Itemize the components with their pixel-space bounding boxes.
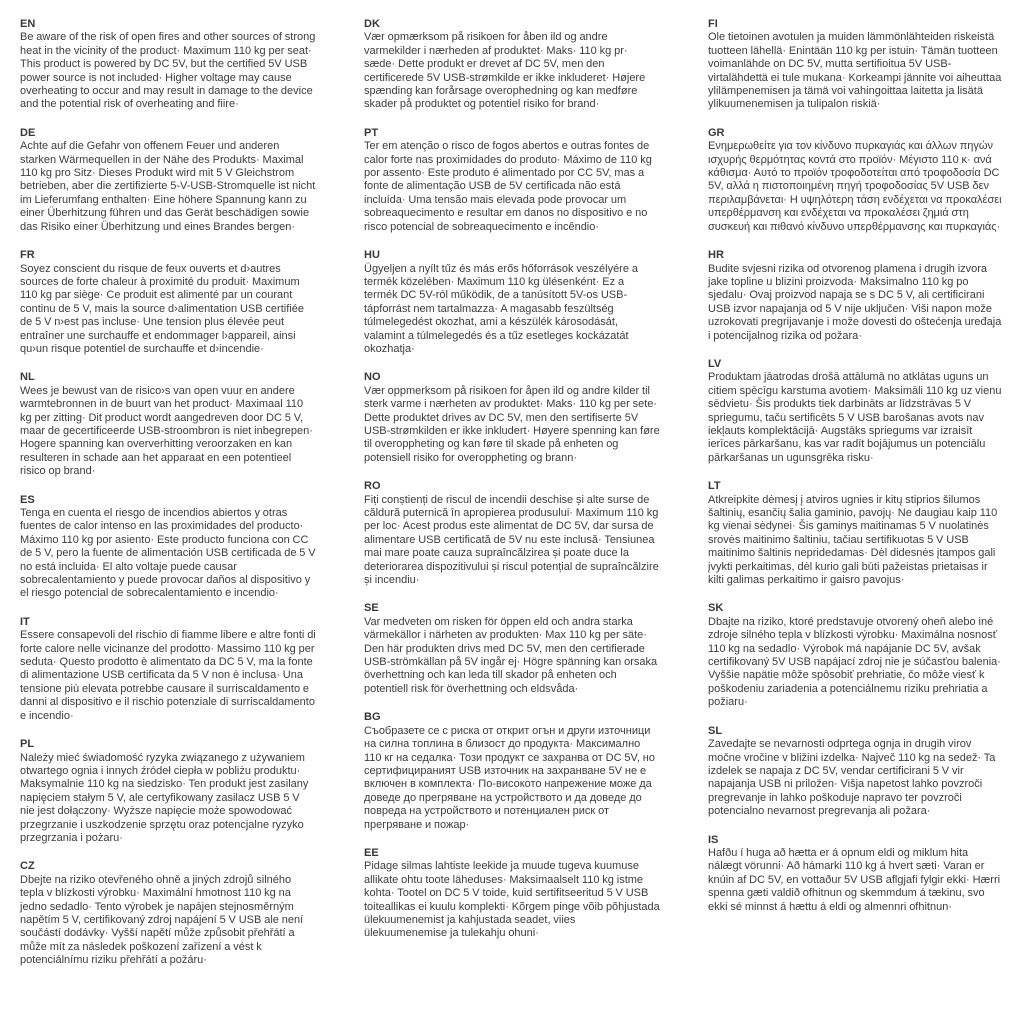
language-section-cz [20,860,316,967]
language-code-heading: FR [20,249,35,262]
language-section-se [364,602,660,696]
warning-text: Hafðu í huga að hætta er á opnum eldi og miklum hita nálægt vörunni· Að hámarki 110 kg á hvert sæti· Varan er knúin af DC 5V, en vottaður 5V USB aflgjafi fylgir ekki· Hærri spenna gæti valdið ofhitnun og skemmdum á tækinu, svo ekki sé minnst á hættu á eldi og almennri ofhitnun· [708,846,1001,913]
language-code-heading: NL [20,371,35,384]
warning-text: Dbajte na riziko, ktoré predstavuje otvorený oheň alebo iné zdroje silného tepla v blízkosti výrobku· Maximálna nosnosť 110 kg na sedadlo· Výrobok má napájanie DC 5V, avšak certifikovaný 5V USB napájací zdroj nie je súčasťou balenia· Vyššie napätie môže spôsobiť prehriatie, čo môže viesť k poškodeniu zariadenia a potenciálnemu riziku prehriatia a požiaru· [708,615,1001,709]
language-section-sk [708,602,1004,709]
language-section-sl [708,725,1004,819]
language-section-pt [364,127,660,234]
language-section-pl [20,738,316,845]
language-section-es [20,494,316,601]
language-code-heading: SL [708,724,723,737]
language-section-is [708,834,1004,914]
warning-text: Fiți conștienți de riscul de incendii deschise și alte surse de căldură puternică în apropierea produsului· Maximum 110 kg per loc· Acest produs este alimentat de DC 5V, dar sursa de alimentare USB certificată de 5V nu este inclusă· Tensiunea mai mare poate cauza supraîncălzirea și poate duce la deteriorarea dispozitivului și riscul potențial de supraîncălzire și incendiu· [364,493,659,587]
warning-text: Ügyeljen a nyílt tűz és más erős hőforrások veszélyére a termék közelében· Maximum 110 kg ülésenként· Ez a termék DC 5V-ról működik, de a tanúsított 5V-os USB-tápforrást nem tartalmazza· A magasabb feszültség túlmelegedést okozhat, ami a készülék károsodását, valamint a túlmelegedés és a tűz esetleges kockázatát okozhatja· [364,262,638,355]
language-section-bg [364,711,660,832]
warning-text: Atkreipkite dėmesį į atviros ugnies ir kitų stiprios šilumos šaltinių, esančių šalia gaminio, pavojų· Ne daugiau kaip 110 kg vienai sėdynei· Šis gaminys maitinamas 5 V nuolatinės srovės maitinimo šaltiniu, tačiau sertifikuotas 5 V USB maitinimo šaltinis nepridedamas· Dėl didesnės įtampos gali įvykti perkaitimas, dėl kurio gali būti pažeistas prietaisas ir kilti galimas perkaitimo ir gaisro pavojus· [708,493,998,587]
language-code-heading: PT [364,126,379,139]
language-code-heading: ES [20,493,35,506]
column-right [708,18,1004,929]
language-section-hr [708,249,1004,343]
language-code-heading: BG [364,711,381,724]
language-section-gr [708,127,1004,234]
language-section-it [20,616,316,723]
language-code-heading: IS [708,833,719,846]
language-section-ro [364,480,660,587]
language-code-heading: DK [364,18,380,30]
warning-text: Съобразете се с риска от открит огън и други източници на силна топлина в близост до продукта· Максимално 110 кг на седалка· Този продукт се захранва от DC 5V, но сертифицираният USB източник на захранване 5V не е включен в комплекта· По-високото напрежение може да доведе до прегряване на устройството и да доведе до повреда на устройството и потенциален риск от прегряване и пожар· [364,724,655,831]
language-code-heading: NO [364,371,381,384]
language-section-lt [708,480,1004,587]
warning-text: Pidage silmas lahtiste leekide ja muude tugeva kuumuse allikate ohtu toote läheduses· Maksimaalselt 110 kg istme kohta· Tootel on DC 5 V toide, kuid sertifitseeritud 5 V USB toiteallikas ei kuulu komplekti· Kõrgem pinge võib põhjustada ülekuumenemist ja kahjustada seadet, viies ülekuumenemise ja tulekahju ohuni· [364,860,660,940]
warning-text: Zavedajte se nevarnosti odprtega ognja in drugih virov močne vročine v bližini izdelka· Največ 110 kg na sedež· Ta izdelek se napaja z DC 5V, vendar certificirani 5 V vir napajanja USB ni priložen· Višja napetost lahko povzroči pregrevanje in lahko poškoduje napravo ter povzroči potencialno nevarnost pregrevanja ali požara· [708,738,996,818]
column-left [20,18,316,983]
warning-text: Ole tietoinen avotulen ja muiden lämmönlähteiden riskeistä tuotteen lähellä· Enintään 110 kg per istuin· Tämän tuotteen voimanlähde on DC 5V, mutta sertifioitua 5V USB-virtalähdettä ei tule mukana· Korkeampi jännite voi aiheuttaa ylilämpenemisen ja tämä voi vahingoittaa laitetta ja lisätä ylikuumenemisen ja tulipalon riskiä· [708,31,1002,111]
language-code-heading: GR [708,126,725,139]
language-section-en [20,18,316,112]
language-code-heading: SE [364,602,379,615]
warning-text: Vær opmærksom på risikoen for åben ild og andre varmekilder i nærheden af produktet· Maks· 110 kg pr· sæde· Dette produkt er drevet af DC 5V, men den certificerede 5V USB-strømkilde er ikke inkluderet· Højere spænding kan forårsage overophedning og kan medføre skader på produktet og potentiel risiko for brand· [364,31,646,111]
language-section-fi [708,18,1004,112]
warning-text: Achte auf die Gefahr von offenem Feuer und anderen starken Wärmequellen in der Nähe des Produkts· Maximal 110 kg pro Sitz· Dieses Produkt wird mit 5 V Gleichstrom betrieben, aber die zertifizierte 5-V-USB-Stromquelle ist nicht im Lieferumfang enthalten· Eine höhere Spannung kann zu einer Überhitzung führen und das Gerät beschädigen sowie das Risiko einer Überhitzung und eines Brandes bergen· [20,140,316,233]
language-code-heading: EE [364,846,379,859]
language-code-heading: HU [364,249,380,262]
language-section-de [20,127,316,234]
warning-text: Vær oppmerksom på risikoen for åpen ild og andre kilder til sterk varme i nærheten av produktet· Maks· 110 kg per sete· Dette produktet drives av DC 5V, men den sertifiserte 5V USB-strømkilden er ikke inkludert· Høyere spenning kan føre til overoppheting og kan føre til skade på enheten og potensiell risiko for overoppheting og brann· [364,384,660,464]
language-section-lv [708,358,1004,465]
warning-text: Ter em atenção o risco de fogos abertos e outras fontes de calor forte nas proximidades do produto· Máximo de 110 kg por assento· Este produto é alimentado por CC 5V, mas a fonte de alimentação USB de 5V certificada não está incluída· Uma tensão mais elevada pode provocar um sobreaquecimento e resultar em danos no dispositivo e no risco potencial de sobreaquecimento e incêndio· [364,140,652,233]
language-code-heading: LV [708,357,722,370]
warning-text: Wees je bewust van de risico›s van open vuur en andere warmtebronnen in de buurt van het product· Maximaal 110 kg per zitting· Dit product wordt aangedreven door DC 5 V, maar de gecertificeerde USB-stroombron is niet inbegrepen· Hogere spanning kan oververhitting veroorzaken en kan resulteren in schade aan het apparaat en een potentieel risico op brand· [20,384,313,478]
language-code-heading: LT [708,480,721,493]
warning-text: Soyez conscient du risque de feux ouverts et d›autres sources de forte chaleur à proximité du produit· Maximum 110 kg par siège· Ce produit est alimenté par un courant continu de 5 V, mais la source d›alimentation USB certifiée de 5 V n›est pas incluse· Une tension plus élevée peut entraîner une surchauffe et endommager l›appareil, ainsi qu›un risque potentiel de surchauffe et d›incendie· [20,262,304,355]
warning-text: Dbejte na riziko otevřeného ohně a jiných zdrojů silného tepla v blízkosti výrobku· Maximální hmotnost 110 kg na jedno sedadlo· Tento výrobek je napájen stejnosměrným napětím 5 V, certifikovaný zdroj napájení 5 V USB ale není součástí dodávky· Vyšší napětí může způsobit přehřátí a může mít za následek poškození zařízení a vést k potenciálnímu riziku přehřátí a požáru· [20,873,304,967]
warning-text: Be aware of the risk of open fires and other sources of strong heat in the vicinity of the product· Maximum 110 kg per seat· This product is powered by DC 5V, but the certified 5V USB power source is not included· Higher voltage may cause overheating to occur and may result in damage to the device and the potential risk of overheating and fiire· [20,31,316,111]
warning-text: Tenga en cuenta el riesgo de incendios abiertos y otras fuentes de calor intenso en las proximidades del producto· Máximo 110 kg por asiento· Este producto funciona con CC de 5 V, pero la fuente de alimentación USB certificada de 5 V no está incluida· El alto voltaje puede causar sobrecalentamiento y puede provocar daños al dispositivo y el riesgo potencial de sobrecalentamiento e incendio· [20,507,316,600]
warning-text: Należy mieć świadomość ryzyka związanego z używaniem otwartego ognia i innych źródeł ciepła w pobliżu produktu· Maksymalnie 110 kg na siedzisko· Ten produkt jest zasilany napięciem stałym 5 V, ale certyfikowany zasilacz USB 5 V nie jest dołączony· Wyższe napięcie może spowodować przegrzanie i uszkodzenie sprzętu oraz potencjalne ryzyko przegrzania i pożaru· [20,751,309,844]
language-section-no [364,371,660,465]
language-code-heading: IT [20,615,30,628]
language-code-heading: RO [364,480,381,493]
column-middle [364,18,660,956]
warning-text: Var medveten om risken för öppen eld och andra starka värmekällor i närheten av produkten· Max 110 kg per säte· Den här produkten drivs med DC 5V, men den certifierade USB-strömkällan på 5V ingår ej· Högre spänning kan orsaka överhettning och kan leda till skador på enheten och potentiell risk för överhettning och eldsvåda· [364,615,658,695]
language-section-hu [364,249,660,356]
language-code-heading: FI [708,18,718,30]
language-section-nl [20,371,316,478]
language-code-heading: PL [20,738,35,751]
language-code-heading: HR [708,249,724,262]
warning-text: Essere consapevoli del rischio di fiamme libere e altre fonti di forte calore nelle vicinanze del prodotto· Massimo 110 kg per seduta· Questo prodotto è alimentato da DC 5 V, ma la fonte di alimentazione USB certificata da 5 V non è inclusa· Una tensione più elevata potrebbe causare il surriscaldamento e danni al dispositivo e il rischio potenziale di surriscaldamento e incendio· [20,629,316,722]
language-section-dk [364,18,660,112]
language-code-heading: CZ [20,860,35,873]
language-code-heading: SK [708,602,724,615]
warning-text: Produktam jāatrodas drošā attālumā no atklātas uguns un citiem spēcīgu karstuma avotiem· Maksimāli 110 kg uz vienu sēdvietu· Šis produkts tiek darbināts ar līdzstrāvas 5 V spriegumu, taču sertificēts 5 V USB barošanas avots nav iekļauts komplektācijā· Augstāks spriegums var izraisīt ierīces pārkaršanu, kas var radīt bojājumus un potenciālu pārkaršanas un ugunsgrēka risku· [708,371,1002,464]
language-code-heading: EN [20,18,36,30]
warning-text: Ενημερωθείτε για τον κίνδυνο πυρκαγιάς και άλλων πηγών ισχυρής θερμότητας κοντά στο προϊόν· Μέγιστο 110 κ· ανά κάθισμα· Αυτό το προϊόν τροφοδοτείται από τροφοδοσία DC 5V, αλλά η πιστοποιημένη πηγή τροφοδοσίας 5V USB δεν περιλαμβάνεται· Η υψηλότερη τάση ενδέχεται να προκαλέσει υπερθέρμανση και ενδέχεται να προκαλέσει ζημιά στη συσκευή και πιθανό κίνδυνο υπερθέρμανσης και πυρκαγιάς· [708,140,1002,233]
language-section-fr [20,249,316,356]
language-code-heading: DE [20,126,36,139]
warning-text: Budite svjesni rizika od otvorenog plamena i drugih izvora jake topline u blizini proizvoda· Maksimalno 110 kg po sjedalu· Ovaj proizvod napaja se s DC 5 V, ali certificirani USB izvor napajanja od 5 V nije uključen· Viši napon može uzrokovati pregrijavanje i može dovesti do oštećenja uređaja i potencijalnog rizika od požara· [708,262,1002,342]
language-section-ee [364,847,660,941]
